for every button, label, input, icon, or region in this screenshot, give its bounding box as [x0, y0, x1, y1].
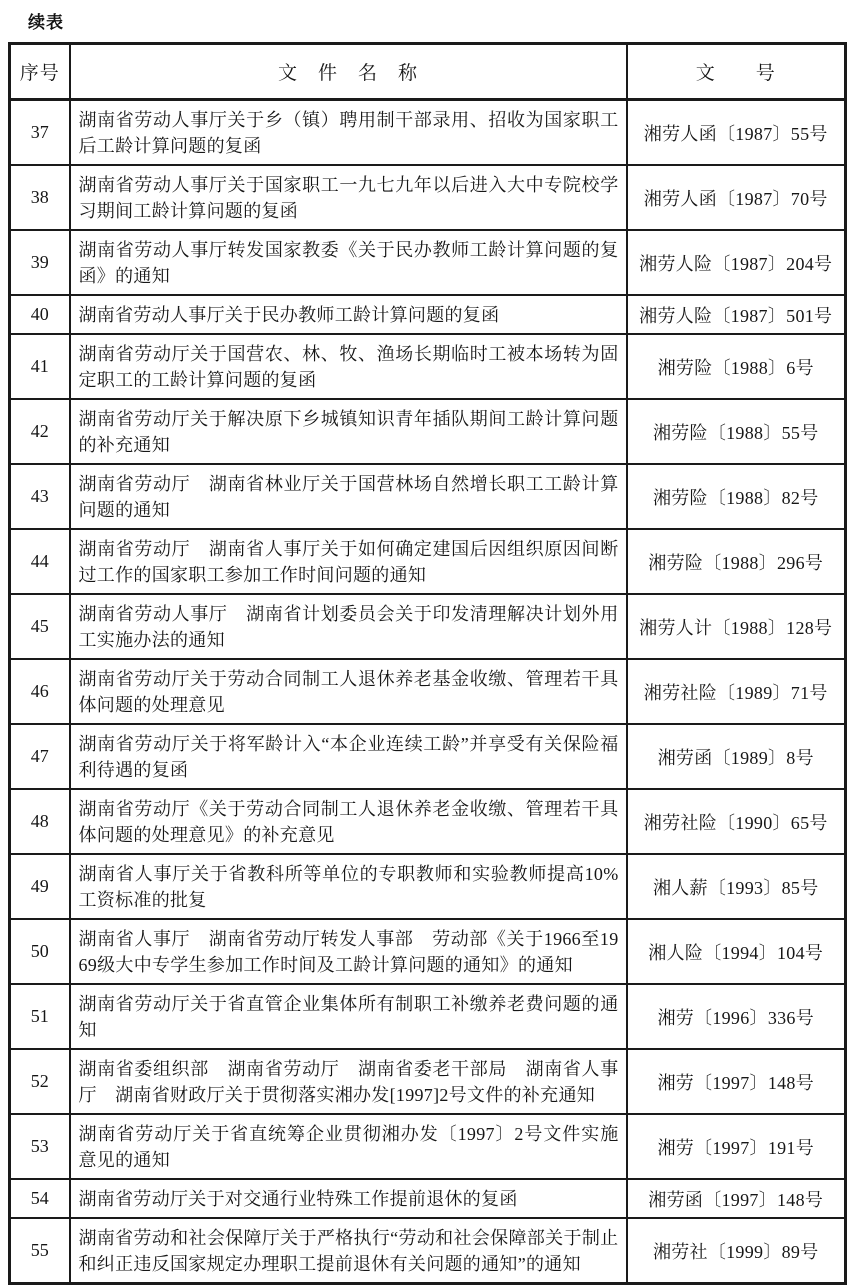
table-row	[10, 1114, 846, 1179]
table-row	[10, 230, 846, 295]
header-document-name: 文 件 名 称	[70, 44, 627, 100]
document-number-cell: 湘劳社险〔1990〕65号	[627, 789, 846, 854]
document-number-cell: 湘劳险〔1988〕6号	[627, 334, 846, 399]
document-number-cell: 湘劳函〔1989〕8号	[627, 724, 846, 789]
document-number-cell: 湘劳险〔1988〕55号	[627, 399, 846, 464]
serial-number-cell: 40	[10, 295, 70, 334]
table-row	[10, 659, 846, 724]
table-row	[10, 1049, 846, 1114]
document-number-cell: 湘劳社〔1999〕89号	[627, 1218, 846, 1284]
document-name-cell: 湖南省劳动厅 湖南省林业厅关于国营林场自然增长职工工龄计算问题的通知	[70, 464, 627, 529]
header-serial-number: 序号	[10, 44, 70, 100]
serial-number-cell: 39	[10, 230, 70, 295]
document-name-cell: 湖南省劳动人事厅 湖南省计划委员会关于印发清理解决计划外用工实施办法的通知	[70, 594, 627, 659]
document-number-cell: 湘劳险〔1988〕82号	[627, 464, 846, 529]
document-name-cell: 湖南省人事厅 湖南省劳动厅转发人事部 劳动部《关于1966至1969级大中专学生参加工作时间及工龄计算问题的通知》的通知	[70, 919, 627, 984]
document-name-cell: 湖南省人事厅关于省教科所等单位的专职教师和实验教师提高10%工资标准的批复	[70, 854, 627, 919]
serial-number-cell: 37	[10, 100, 70, 166]
document-name-cell: 湖南省委组织部 湖南省劳动厅 湖南省委老干部局 湖南省人事厅 湖南省财政厅关于贯彻落实湘办发[1997]2号文件的补充通知	[70, 1049, 627, 1114]
document-name-cell: 湖南省劳动厅 湖南省人事厅关于如何确定建国后因组织原因间断过工作的国家职工参加工作时间问题的通知	[70, 529, 627, 594]
document-name-cell: 湖南省劳动人事厅转发国家教委《关于民办教师工龄计算问题的复函》的通知	[70, 230, 627, 295]
document-number-cell: 湘劳〔1996〕336号	[627, 984, 846, 1049]
table-row	[10, 529, 846, 594]
serial-number-cell: 52	[10, 1049, 70, 1114]
document-number-cell: 湘劳人函〔1987〕55号	[627, 100, 846, 166]
table-row	[10, 789, 846, 854]
document-name-cell: 湖南省劳动厅关于将军龄计入“本企业连续工龄”并享受有关保险福利待遇的复函	[70, 724, 627, 789]
document-name-cell: 湖南省劳动厅关于国营农、林、牧、渔场长期临时工被本场转为固定职工的工龄计算问题的复函	[70, 334, 627, 399]
serial-number-cell: 46	[10, 659, 70, 724]
document-name-cell: 湖南省劳动厅关于劳动合同制工人退休养老基金收缴、管理若干具体问题的处理意见	[70, 659, 627, 724]
serial-number-cell: 47	[10, 724, 70, 789]
table-row	[10, 295, 846, 334]
serial-number-cell: 48	[10, 789, 70, 854]
document-name-cell: 湖南省劳动厅关于对交通行业特殊工作提前退休的复函	[70, 1179, 627, 1218]
document-number-cell: 湘劳〔1997〕191号	[627, 1114, 846, 1179]
serial-number-cell: 55	[10, 1218, 70, 1284]
table-row	[10, 854, 846, 919]
document-name-cell: 湖南省劳动和社会保障厅关于严格执行“劳动和社会保障部关于制止和纠正违反国家规定办理职工提前退休有关问题的通知”的通知	[70, 1218, 627, 1284]
document-number-cell: 湘劳人险〔1987〕501号	[627, 295, 846, 334]
document-number-cell: 湘劳人函〔1987〕70号	[627, 165, 846, 230]
document-name-cell: 湖南省劳动人事厅关于民办教师工龄计算问题的复函	[70, 295, 627, 334]
table-row	[10, 724, 846, 789]
serial-number-cell: 44	[10, 529, 70, 594]
header-document-number: 文 号	[627, 44, 846, 100]
table-row	[10, 1179, 846, 1218]
serial-number-cell: 51	[10, 984, 70, 1049]
table-row	[10, 919, 846, 984]
documents-index-table	[8, 42, 847, 1285]
document-name-cell: 湖南省劳动人事厅关于乡（镇）聘用制干部录用、招收为国家职工后工龄计算问题的复函	[70, 100, 627, 166]
continuation-table-label: 续表	[28, 13, 64, 32]
document-number-cell: 湘人薪〔1993〕85号	[627, 854, 846, 919]
table-row	[10, 399, 846, 464]
document-number-cell: 湘劳〔1997〕148号	[627, 1049, 846, 1114]
serial-number-cell: 43	[10, 464, 70, 529]
table-row	[10, 1218, 846, 1284]
document-name-cell: 湖南省劳动厅关于省直管企业集体所有制职工补缴养老费问题的通知	[70, 984, 627, 1049]
table-row	[10, 464, 846, 529]
document-name-cell: 湖南省劳动人事厅关于国家职工一九七九年以后进入大中专院校学习期间工龄计算问题的复函	[70, 165, 627, 230]
document-name-cell: 湖南省劳动厅关于解决原下乡城镇知识青年插队期间工龄计算问题的补充通知	[70, 399, 627, 464]
serial-number-cell: 50	[10, 919, 70, 984]
document-name-cell: 湖南省劳动厅关于省直统筹企业贯彻湘办发〔1997〕2号文件实施意见的通知	[70, 1114, 627, 1179]
document-number-cell: 湘人险〔1994〕104号	[627, 919, 846, 984]
serial-number-cell: 54	[10, 1179, 70, 1218]
table-row	[10, 165, 846, 230]
serial-number-cell: 49	[10, 854, 70, 919]
header-row	[10, 44, 846, 100]
table-row	[10, 334, 846, 399]
table-row	[10, 594, 846, 659]
document-number-cell: 湘劳人计〔1988〕128号	[627, 594, 846, 659]
document-number-cell: 湘劳社险〔1989〕71号	[627, 659, 846, 724]
document-number-cell: 湘劳险〔1988〕296号	[627, 529, 846, 594]
serial-number-cell: 38	[10, 165, 70, 230]
table-header	[10, 44, 846, 100]
document-name-cell: 湖南省劳动厅《关于劳动合同制工人退休养老金收缴、管理若干具体问题的处理意见》的补充意见	[70, 789, 627, 854]
serial-number-cell: 41	[10, 334, 70, 399]
table-body	[10, 100, 846, 1284]
document-number-cell: 湘劳人险〔1987〕204号	[627, 230, 846, 295]
table-row	[10, 100, 846, 166]
serial-number-cell: 42	[10, 399, 70, 464]
serial-number-cell: 45	[10, 594, 70, 659]
document-number-cell: 湘劳函〔1997〕148号	[627, 1179, 846, 1218]
serial-number-cell: 53	[10, 1114, 70, 1179]
table-row	[10, 984, 846, 1049]
